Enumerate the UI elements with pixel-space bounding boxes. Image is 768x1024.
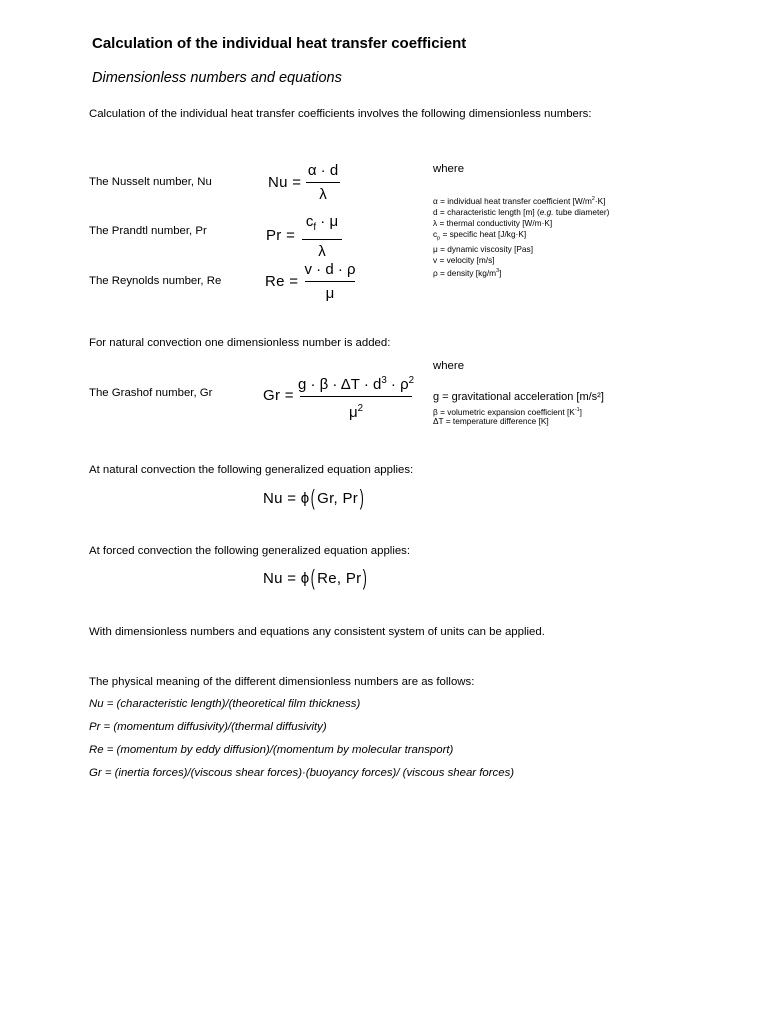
grashof-def-g: g = gravitational acceleration [m/s²] xyxy=(433,391,604,403)
definitions-list xyxy=(433,194,609,279)
def-alpha: α = individual heat transfer coefficient $[W/m^2\cdot K]$ xyxy=(433,195,606,206)
prandtl-label: The Prandtl number, Pr xyxy=(89,225,207,237)
grashof-def-beta: β = volumetric expansion coefficient $[K^{-1}]$ xyxy=(433,406,582,417)
reynolds-fraction xyxy=(305,261,355,303)
forced-equation xyxy=(263,567,369,589)
grashof-lhs: Gr = xyxy=(263,387,294,404)
nusselt-label: The Nusselt number, Nu xyxy=(89,176,212,188)
forced-equation-args: Re, Pr xyxy=(317,569,362,587)
prandtl-fraction xyxy=(302,213,342,261)
grashof-fraction xyxy=(297,372,415,422)
natural-equation-args: Gr, Pr xyxy=(317,489,359,507)
intro-paragraph: Calculation of the individual heat transfer coefficients involves the following dimensionless numbers: xyxy=(89,108,592,120)
where-label: where xyxy=(433,163,465,175)
right-paren: ) xyxy=(363,565,368,590)
grashof-def-dT: ΔT = temperature difference [K] xyxy=(433,416,549,426)
fraction-bar xyxy=(306,182,340,183)
units-note: With dimensionless numbers and equations any consistent system of units can be applied. xyxy=(89,626,545,638)
meaning-re: Re = (momentum by eddy diffusion)/(momentum by molecular transport) xyxy=(89,744,454,756)
prandtl-denominator: λ xyxy=(318,243,326,260)
forced-equation-lhs: Nu = ϕ xyxy=(263,569,310,587)
grashof-numerator: $g \cdot \beta \cdot \Delta T \cdot d^3 \cdot \rho^2$ xyxy=(297,375,415,393)
right-paren: ) xyxy=(359,485,365,510)
reynolds-label: The Reynolds number, Re xyxy=(89,275,222,287)
fraction-bar xyxy=(302,239,342,240)
nusselt-fraction xyxy=(306,162,340,204)
meaning-nu: Nu = (characteristic length)/(theoretical film thickness) xyxy=(89,698,361,710)
def-cp: $c_p$ = specific heat [J/kg·K] xyxy=(433,228,527,242)
left-paren: ( xyxy=(311,565,316,590)
fraction-bar xyxy=(300,396,412,397)
def-mu: μ = dynamic viscosity [Pas] xyxy=(433,244,533,255)
natural-equation-lhs: Nu = ϕ xyxy=(263,489,310,507)
prandtl-lhs: Pr = xyxy=(266,227,296,244)
def-v: v = velocity [m/s] xyxy=(433,255,495,266)
meaning-intro: The physical meaning of the different dimensionless numbers are as follows: xyxy=(89,676,475,688)
meaning-gr: Gr = (inertia forces)/(viscous shear forces)·(buoyancy forces)/ (viscous shear forces) xyxy=(89,767,515,779)
natural-equation xyxy=(263,487,366,509)
prandtl-numerator: $c_f \cdot \mu$ xyxy=(305,213,339,233)
page-subtitle: Dimensionless numbers and equations xyxy=(92,70,342,86)
def-lambda: λ = thermal conductivity [W/m·K] xyxy=(433,217,553,228)
def-d: d = characteristic length [m] (e.g. tube diameter) xyxy=(433,206,610,217)
grashof-label: The Grashof number, Gr xyxy=(89,387,213,399)
natural-equation-intro: At natural convection the following generalized equation applies: xyxy=(89,464,414,476)
nusselt-denominator: λ xyxy=(319,186,327,203)
meaning-pr: Pr = (momentum diffusivity)/(thermal diffusivity) xyxy=(89,721,327,733)
where-label-2: where xyxy=(433,360,465,372)
reynolds-numerator: v · d · ρ xyxy=(304,261,356,278)
nusselt-numerator: α · d xyxy=(307,162,339,179)
left-paren: ( xyxy=(311,485,316,510)
forced-equation-intro: At forced convection the following generalized equation applies: xyxy=(89,545,411,557)
natural-convection-intro: For natural convection one dimensionless number is added: xyxy=(89,337,391,349)
reynolds-lhs: Re = xyxy=(265,273,299,290)
def-rho: ρ = density $[kg/m^3]$ xyxy=(433,268,502,279)
page-title: Calculation of the individual heat transfer coefficient xyxy=(92,35,467,52)
nusselt-lhs: Nu = xyxy=(268,174,302,191)
reynolds-denominator: μ xyxy=(325,285,335,302)
fraction-bar xyxy=(305,281,355,282)
grashof-denominator: $\mu^2$ xyxy=(348,403,364,421)
